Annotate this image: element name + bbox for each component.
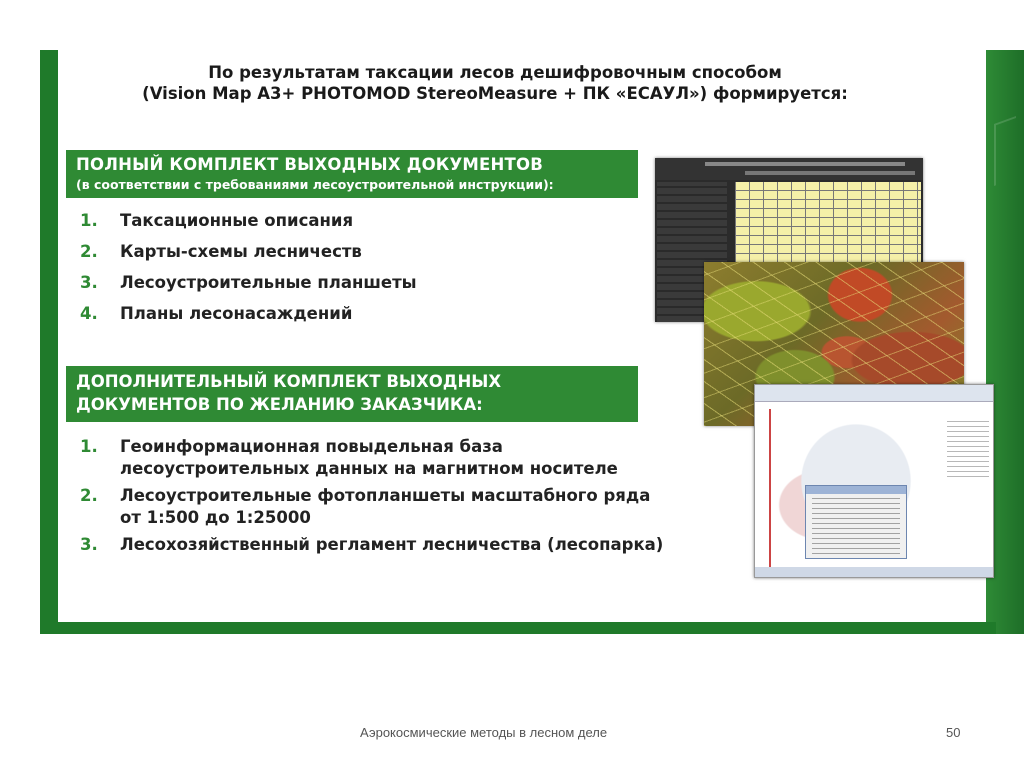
map-legend-image (947, 421, 989, 477)
slide-frame-left (40, 50, 58, 634)
list-item (80, 211, 417, 242)
intro-line-1: По результатам таксации лесов дешифровочным способом (208, 63, 782, 82)
section2-title-line-1: ДОПОЛНИТЕЛЬНЫЙ КОМПЛЕКТ ВЫХОДНЫХ (76, 372, 502, 391)
list-item (80, 242, 417, 273)
intro-line-2: (Vision Map A3+ PHOTOMOD StereoMeasure + ПК «ЕСАУЛ») формируется: (142, 84, 848, 103)
list-number: 1. (80, 437, 98, 456)
data-grid-image (735, 182, 921, 272)
list-item (80, 485, 760, 529)
list-text-line-1: Геоинформационная повыдельная база (120, 437, 503, 456)
list-text: Лесоустроительные планшеты (120, 273, 417, 292)
list-item (80, 273, 417, 304)
section2-title-line-2: ДОКУМЕНТОВ ПО ЖЕЛАНИЮ ЗАКАЗЧИКА: (76, 395, 483, 414)
gis-toolbar-image (755, 385, 993, 402)
list-text-line-2: от 1:500 до 1:25000 (120, 508, 311, 527)
slide-footer-caption: Аэрокосмические методы в лесном деле (360, 725, 608, 740)
list-text: Планы лесонасаждений (120, 304, 353, 323)
list-item (80, 304, 417, 335)
slide-intro (105, 62, 885, 104)
list-text-line-2: лесоустроительных данных на магнитном носителе (120, 459, 618, 478)
list-number: 2. (80, 242, 98, 261)
list-item (80, 534, 760, 556)
section1-banner (66, 150, 638, 198)
taskbar-image (755, 567, 993, 577)
page-number: 50 (946, 725, 961, 740)
list-number: 3. (80, 273, 98, 292)
gis-application-screenshot (754, 384, 994, 578)
list-text-line-1: Лесохозяйственный регламент лесничества (лесопарка) (120, 535, 664, 554)
section1-title: ПОЛНЫЙ КОМПЛЕКТ ВЫХОДНЫХ ДОКУМЕНТОВ (76, 155, 543, 174)
list-number: 1. (80, 211, 98, 230)
list-number: 3. (80, 535, 98, 554)
layer-dialog-image (805, 485, 907, 559)
slide-frame-bottom (40, 622, 996, 634)
list-text-line-1: Лесоустроительные фотопланшеты масштабного ряда (120, 486, 651, 505)
section1-list (80, 211, 417, 335)
list-text: Карты-схемы лесничеств (120, 242, 362, 261)
list-item (80, 436, 760, 480)
section1-subtitle: (в соответствии с требованиями лесоустроительной инструкции): (76, 177, 554, 192)
list-number: 2. (80, 486, 98, 505)
section2-banner (66, 366, 638, 422)
list-number: 4. (80, 304, 98, 323)
list-text: Таксационные описания (120, 211, 354, 230)
section2-list (80, 436, 760, 561)
app-toolbar-image (655, 158, 923, 180)
